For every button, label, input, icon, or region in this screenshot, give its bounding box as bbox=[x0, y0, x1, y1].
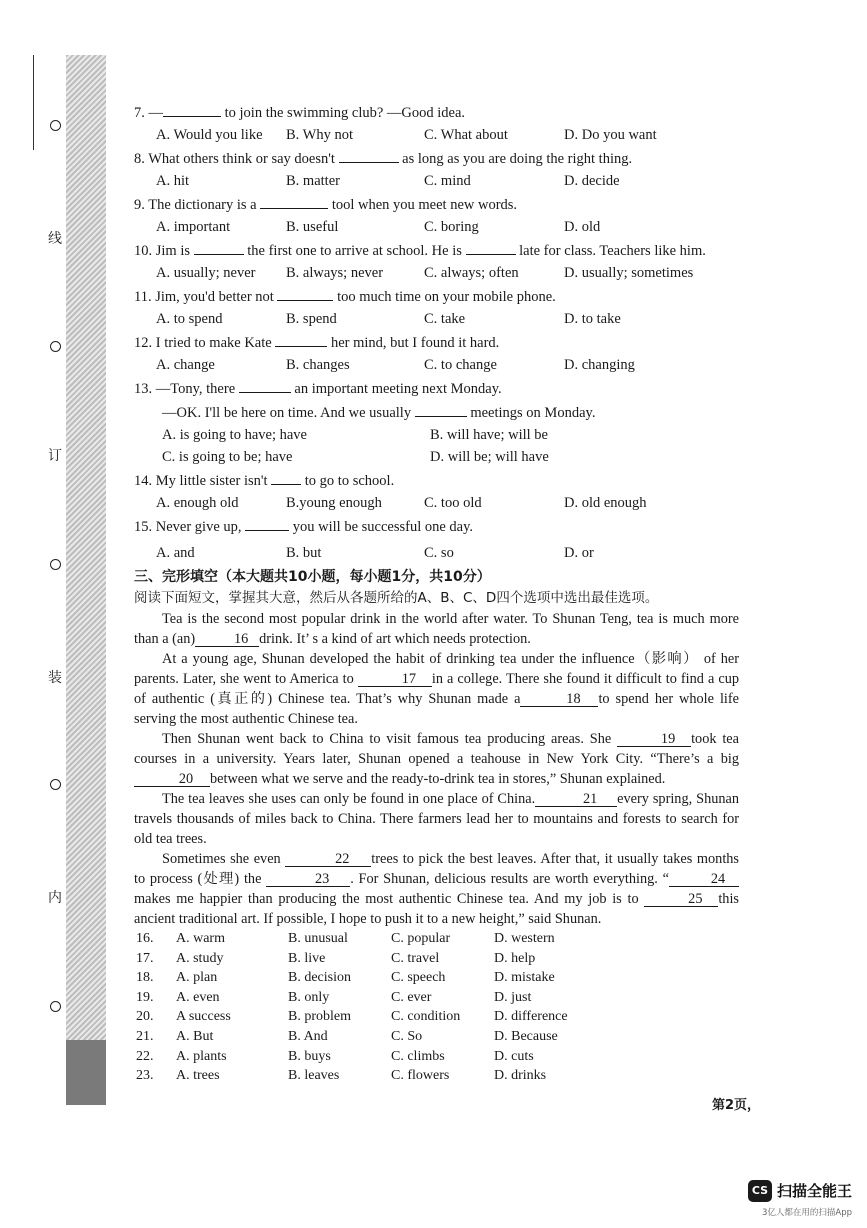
question-text: 13. —Tony, there bbox=[134, 381, 239, 397]
options-7 bbox=[134, 124, 739, 146]
option-b: B. problem bbox=[288, 1009, 351, 1025]
option-d: D. western bbox=[494, 931, 555, 946]
question-text: Jim is bbox=[155, 243, 194, 259]
question-number: 12. bbox=[134, 335, 153, 351]
passage-text: Sometimes she even bbox=[162, 851, 286, 867]
question-13-reply bbox=[134, 400, 739, 424]
question-text: What others think or say doesn't bbox=[148, 151, 339, 167]
option-a: A success bbox=[176, 1009, 231, 1025]
option-a: A. and bbox=[156, 545, 195, 561]
option-d: D. Do you want bbox=[564, 127, 657, 143]
binding-circle bbox=[50, 559, 61, 570]
cloze-number: 20. bbox=[136, 1009, 154, 1025]
options-10 bbox=[134, 262, 739, 284]
passage-text: every spring, Shunan travels thousands of miles back to China. There farmers lead her to mountains and forests to search for old tea trees. bbox=[134, 791, 740, 847]
question-text: meetings on Monday. bbox=[466, 405, 596, 421]
binding-mark-xian: 线 bbox=[48, 231, 62, 247]
option-d: D. changing bbox=[564, 357, 635, 373]
options-14 bbox=[134, 492, 739, 514]
question-text: The dictionary is a bbox=[148, 197, 261, 213]
option-c: C. to change bbox=[424, 357, 497, 373]
question-text: — bbox=[148, 105, 163, 121]
answer-blank-20: 20 bbox=[134, 770, 210, 787]
passage-text: trees to pick the best leaves. After that, it usually takes months to process (处理) the bbox=[134, 851, 739, 887]
binding-circle bbox=[50, 779, 61, 790]
option-d: D. to take bbox=[564, 311, 621, 327]
options-9 bbox=[134, 216, 739, 238]
question-10 bbox=[134, 238, 739, 262]
answer-blank-23: 23 bbox=[266, 870, 350, 887]
option-c: C. so bbox=[424, 545, 454, 561]
passage-text: in a college. There she found it difficult to find a cup of authentic (真正的) Chinese tea. That’s why Shunan made a bbox=[134, 671, 739, 707]
option-a: A. warm bbox=[176, 931, 225, 946]
answer-blank bbox=[277, 284, 333, 301]
question-9 bbox=[134, 192, 739, 216]
question-text: you will be successful one day. bbox=[289, 519, 474, 535]
option-b: B. leaves bbox=[288, 1068, 340, 1084]
option-d: D. or bbox=[564, 545, 594, 561]
camscanner-tagline: 3亿人都在用的扫描App bbox=[762, 1208, 853, 1218]
passage-text: drink. It’ s a kind of art which needs protection. bbox=[259, 631, 531, 647]
binding-circle bbox=[50, 120, 61, 131]
question-14 bbox=[134, 468, 739, 492]
answer-blank-17: 17 bbox=[358, 670, 432, 687]
passage-text: Then Shunan went back to China to visit famous tea producing areas. She bbox=[162, 731, 618, 747]
option-c: C. So bbox=[391, 1028, 423, 1044]
camscanner-logo-icon: CS bbox=[748, 1180, 772, 1202]
passage-text: between what we serve and the ready-to-drink tea in stores,” Shunan explained. bbox=[210, 771, 666, 787]
option-a: A. But bbox=[176, 1028, 214, 1044]
options-8 bbox=[134, 170, 739, 192]
question-text: 14. My little sister isn't bbox=[134, 473, 272, 489]
answer-blank-18: 18 bbox=[520, 690, 598, 707]
question-text: as long as you are doing the right thing. bbox=[398, 151, 633, 167]
passage-text: to spend her whole life serving the most authentic Chinese tea. bbox=[134, 691, 739, 727]
option-d: D. Because bbox=[494, 1028, 558, 1044]
option-b: B. unusual bbox=[288, 931, 348, 946]
cloze-number: 21. bbox=[136, 1028, 154, 1044]
answer-blank bbox=[194, 238, 244, 255]
option-c: C. ever bbox=[391, 989, 432, 1005]
answer-blank-25: 25 bbox=[644, 890, 718, 907]
option-b: B. useful bbox=[286, 219, 339, 235]
option-d: D. just bbox=[494, 989, 532, 1005]
option-c: C. mind bbox=[424, 173, 471, 189]
option-d: D. drinks bbox=[494, 1068, 547, 1084]
question-text: to join the swimming club? —Good idea. bbox=[221, 105, 466, 121]
passage-paragraph bbox=[134, 609, 739, 649]
option-b: B. spend bbox=[286, 311, 337, 327]
exam-content bbox=[134, 100, 739, 1086]
answer-blank bbox=[271, 468, 301, 485]
cloze-number: 19. bbox=[136, 989, 154, 1005]
answer-blank-24: 24 bbox=[669, 870, 739, 887]
cloze-number: 17. bbox=[136, 950, 154, 966]
option-c: C. too old bbox=[424, 495, 482, 511]
question-11 bbox=[134, 284, 739, 308]
option-a: A. plants bbox=[176, 1048, 227, 1064]
question-13 bbox=[134, 376, 739, 400]
option-c: C. is going to be; have bbox=[162, 449, 293, 465]
option-a: A. even bbox=[176, 989, 220, 1005]
passage-text: makes me happier than producing the most authentic Chinese tea. And my job is to bbox=[134, 891, 645, 907]
section-title: 三、完形填空（本大题共10小题，每小题1分，共10分） bbox=[134, 569, 491, 585]
options-11 bbox=[134, 308, 739, 330]
option-a: A. plan bbox=[176, 970, 218, 986]
question-text: late for class. Teachers like him. bbox=[515, 243, 706, 259]
answer-blank bbox=[275, 330, 327, 347]
option-b: B. Why not bbox=[286, 127, 353, 143]
camscanner-name: 扫描全能王 bbox=[777, 1182, 853, 1200]
option-c: C. flowers bbox=[391, 1068, 450, 1084]
option-b: B. matter bbox=[286, 173, 340, 189]
binding-mark-zhuang: 装 bbox=[48, 670, 62, 686]
answer-blank-21: 21 bbox=[535, 790, 617, 807]
option-b: B. live bbox=[288, 950, 326, 966]
answer-blank-16: 16 bbox=[195, 630, 259, 647]
cloze-number: 23. bbox=[136, 1068, 154, 1084]
option-a: A. to spend bbox=[156, 311, 223, 327]
options-12 bbox=[134, 354, 739, 376]
option-a: A. change bbox=[156, 357, 215, 373]
option-a: A. Would you like bbox=[156, 127, 263, 143]
question-text: I tried to make Kate bbox=[155, 335, 276, 351]
binding-strip bbox=[0, 0, 110, 1120]
option-c: C. speech bbox=[391, 970, 446, 986]
binding-rule bbox=[33, 55, 36, 150]
passage-paragraph bbox=[134, 849, 739, 929]
option-d: D. decide bbox=[564, 173, 620, 189]
options-13-row1 bbox=[134, 424, 739, 446]
option-a: A. is going to have; have bbox=[162, 427, 307, 443]
cloze-number: 22. bbox=[136, 1048, 154, 1064]
option-d: D. usually; sometimes bbox=[564, 265, 694, 281]
binding-mark-nei: 内 bbox=[48, 890, 62, 906]
question-text: the first one to arrive at school. He is bbox=[243, 243, 466, 259]
passage-text: . For Shunan, delicious results are worth everything. “ bbox=[350, 871, 669, 887]
option-d: D. difference bbox=[494, 1009, 568, 1025]
option-c: C. climbs bbox=[391, 1048, 445, 1064]
option-d: D. cuts bbox=[494, 1048, 534, 1064]
question-number: 9. bbox=[134, 197, 145, 213]
option-a: A. trees bbox=[176, 1068, 220, 1084]
option-a: A. study bbox=[176, 950, 224, 966]
question-text: —OK. I'll be here on time. And we usually bbox=[162, 405, 415, 421]
option-b: B. will have; will be bbox=[430, 427, 548, 443]
binding-hatch-dark bbox=[66, 1040, 106, 1105]
answer-blank-19: 19 bbox=[617, 730, 691, 747]
option-a: A. enough old bbox=[156, 495, 239, 511]
option-a: A. important bbox=[156, 219, 231, 235]
option-c: C. boring bbox=[424, 219, 479, 235]
option-b: B. only bbox=[288, 989, 330, 1005]
binding-hatch bbox=[66, 55, 106, 1105]
option-b: B. but bbox=[286, 545, 322, 561]
question-text: Jim, you'd better not bbox=[155, 289, 278, 305]
answer-blank bbox=[466, 238, 516, 255]
option-d: D. mistake bbox=[494, 970, 555, 986]
question-7 bbox=[134, 100, 739, 124]
option-b: B. buys bbox=[288, 1048, 331, 1064]
page-number: 第2页， bbox=[712, 1098, 761, 1113]
answer-blank bbox=[339, 146, 399, 163]
answer-blank bbox=[163, 100, 221, 117]
option-c: C. always; often bbox=[424, 265, 519, 281]
question-text: tool when you meet new words. bbox=[328, 197, 518, 213]
cloze-number: 16. bbox=[136, 931, 154, 946]
option-b: B. always; never bbox=[286, 265, 384, 281]
options-13-row2 bbox=[134, 446, 739, 468]
option-c: C. popular bbox=[391, 931, 451, 946]
binding-mark-ding: 订 bbox=[48, 448, 62, 464]
option-c: C. take bbox=[424, 311, 466, 327]
option-c: C. What about bbox=[424, 127, 508, 143]
question-number: 7. bbox=[134, 105, 145, 121]
option-b: B. And bbox=[288, 1028, 328, 1044]
answer-blank bbox=[239, 376, 291, 393]
option-d: D. old enough bbox=[564, 495, 647, 511]
answer-blank bbox=[245, 514, 289, 531]
question-text: an important meeting next Monday. bbox=[290, 381, 502, 397]
option-b: B. changes bbox=[286, 357, 350, 373]
binding-circle bbox=[50, 341, 61, 352]
question-15 bbox=[134, 514, 739, 538]
option-a: A. usually; never bbox=[156, 265, 256, 281]
answer-blank bbox=[415, 400, 467, 417]
passage-text: this ancient traditional art. If possible, I hope to push it to a new height,” said Shunan. bbox=[134, 891, 739, 927]
cloze-options bbox=[134, 929, 739, 1086]
section-instruction: 阅读下面短文，掌握其大意，然后从各题所给的A、B、C、D四个选项中选出最佳选项。 bbox=[134, 590, 659, 606]
option-d: D. old bbox=[564, 219, 601, 235]
option-b: B. decision bbox=[288, 970, 351, 986]
question-12 bbox=[134, 330, 739, 354]
option-d: D. help bbox=[494, 950, 536, 966]
passage-paragraph bbox=[134, 789, 739, 849]
answer-blank bbox=[260, 192, 328, 209]
question-8 bbox=[134, 146, 739, 170]
passage-paragraph bbox=[134, 649, 739, 729]
question-number: 11. bbox=[134, 289, 152, 305]
cloze-passage bbox=[134, 609, 739, 929]
option-c: C. travel bbox=[391, 950, 440, 966]
passage-text: The tea leaves she uses can only be found in one place of China. bbox=[162, 791, 536, 807]
passage-paragraph bbox=[134, 729, 739, 789]
passage-text: Tea is the second most popular drink in the world after water. To Shunan Teng, tea is much more than a (an) bbox=[134, 611, 739, 647]
option-b: B.young enough bbox=[286, 495, 382, 511]
answer-blank-22: 22 bbox=[285, 850, 371, 867]
options-15 bbox=[134, 542, 739, 564]
passage-text: At a young age, Shunan developed the habit of drinking tea under the influence（影响） of her parents. Later, she went to America to bbox=[134, 651, 739, 687]
question-text: to go to school. bbox=[301, 473, 395, 489]
binding-circle bbox=[50, 1001, 61, 1012]
option-a: A. hit bbox=[156, 173, 190, 189]
question-number: 10. bbox=[134, 243, 153, 259]
cloze-number: 18. bbox=[136, 970, 154, 986]
option-d: D. will be; will have bbox=[430, 449, 549, 465]
question-number: 8. bbox=[134, 151, 145, 167]
passage-text: took tea courses in a university. Years later, Shunan opened a teahouse in New York City. “There’s a big bbox=[134, 731, 739, 767]
question-text: her mind, but I found it hard. bbox=[327, 335, 500, 351]
question-text: 15. Never give up, bbox=[134, 519, 246, 535]
question-text: too much time on your mobile phone. bbox=[333, 289, 556, 305]
option-c: C. condition bbox=[391, 1009, 461, 1025]
